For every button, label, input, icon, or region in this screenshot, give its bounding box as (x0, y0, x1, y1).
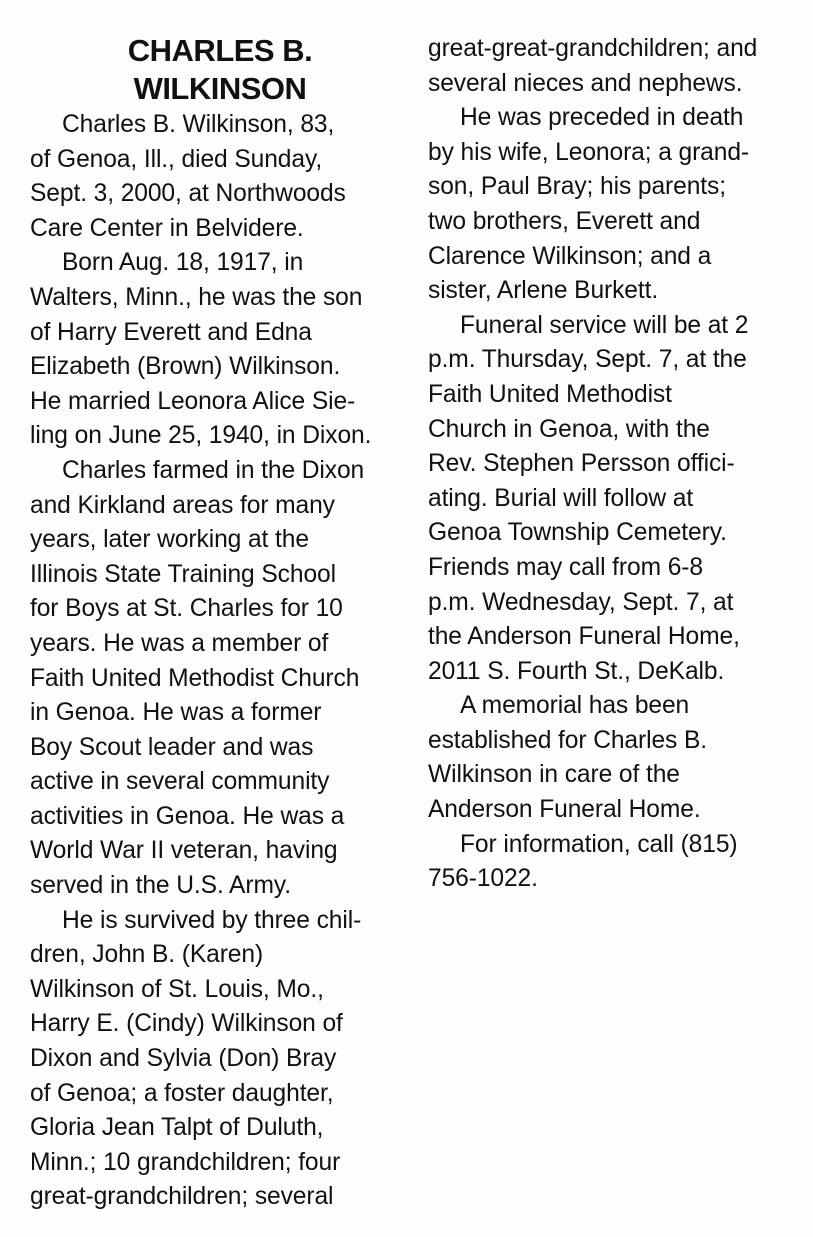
text-line: For information, call (815) (460, 830, 738, 858)
text-line: served in the U.S. Army. (30, 872, 291, 900)
text-line: great-grandchildren; several (30, 1183, 334, 1211)
text-line: Rev. Stephen Persson offici- (428, 450, 735, 478)
text-line: Boy Scout leader and was (30, 733, 314, 761)
text-line: Clarence Wilkinson; and a (428, 242, 712, 270)
text-line: for Boys at St. Charles for 10 (30, 595, 343, 623)
text-line: the Anderson Funeral Home, (428, 623, 740, 651)
text-line: years, later working at the (30, 526, 309, 554)
text-line: Genoa Township Cemetery. (428, 519, 727, 547)
text-line: He was preceded in death (460, 104, 744, 132)
text-line: Born Aug. 18, 1917, in (62, 249, 304, 277)
text-line: Friends may call from 6-8 (428, 553, 703, 581)
text-line: A memorial has been (460, 692, 690, 720)
left-column (30, 32, 410, 1215)
obituary-headline (30, 32, 410, 108)
text-line: 2011 S. Fourth St., DeKalb. (428, 657, 725, 685)
text-line: active in several community (30, 768, 330, 796)
text-line: two brothers, Everett and (428, 207, 701, 235)
text-line: Dixon and Sylvia (Don) Bray (30, 1045, 337, 1073)
text-line: World War II veteran, having (30, 837, 338, 865)
text-line: Charles farmed in the Dixon (62, 456, 365, 484)
text-line: p.m. Thursday, Sept. 7, at the (428, 346, 747, 374)
text-line: great-great-grandchildren; and (428, 35, 758, 62)
text-line: sister, Arlene Burkett. (428, 277, 659, 305)
left-column-text (30, 108, 410, 1215)
text-line: Anderson Funeral Home. (428, 796, 701, 824)
text-line: Elizabeth (Brown) Wilkinson. (30, 353, 341, 381)
text-line: Sept. 3, 2000, at Northwoods (30, 180, 346, 208)
text-line: and Kirkland areas for many (30, 491, 335, 519)
right-column (428, 32, 808, 897)
text-line: Illinois State Training School (30, 560, 336, 588)
text-line: of Genoa, Ill., died Sunday, (30, 145, 323, 173)
text-line: He married Leonora Alice Sie- (30, 387, 356, 415)
text-line: several nieces and nephews. (428, 69, 743, 97)
text-line: of Harry Everett and Edna (30, 318, 312, 346)
text-line: Walters, Minn., he was the son (30, 283, 363, 311)
text-line: of Genoa; a foster daughter, (30, 1079, 334, 1107)
text-line: Faith United Methodist (428, 380, 672, 408)
text-line: Care Center in Belvidere. (30, 214, 304, 242)
text-line: Wilkinson in care of the (428, 761, 680, 789)
text-line: activities in Genoa. He was a (30, 802, 345, 830)
text-line: Faith United Methodist Church (30, 664, 360, 692)
text-line: Church in Genoa, with the (428, 415, 710, 443)
text-line: dren, John B. (Karen) (30, 941, 264, 969)
text-line: Charles B. Wilkinson, 83, (62, 111, 335, 138)
text-line: years. He was a member of (30, 629, 329, 657)
text-line: 756-1022. (428, 865, 538, 893)
text-line: Funeral service will be at 2 (460, 311, 749, 339)
text-line: established for Charles B. (428, 726, 708, 754)
text-line: Wilkinson of St. Louis, Mo., (30, 975, 324, 1003)
text-line: Minn.; 10 grandchildren; four (30, 1148, 341, 1176)
text-line: son, Paul Bray; his parents; (428, 173, 726, 201)
headline-line: WILKINSON (133, 71, 307, 106)
headline-line: CHARLES B. (127, 33, 313, 68)
text-line: ling on June 25, 1940, in Dixon. (30, 422, 372, 450)
text-line: p.m. Wednesday, Sept. 7, at (428, 588, 734, 616)
right-column-text (428, 32, 808, 897)
text-line: He is survived by three chil- (62, 906, 362, 934)
text-line: by his wife, Leonora; a grand- (428, 138, 750, 166)
text-line: Harry E. (Cindy) Wilkinson of (30, 1010, 343, 1038)
text-line: ating. Burial will follow at (428, 484, 694, 512)
text-line: Gloria Jean Talpt of Duluth, (30, 1114, 324, 1142)
text-line: in Genoa. He was a former (30, 699, 322, 727)
